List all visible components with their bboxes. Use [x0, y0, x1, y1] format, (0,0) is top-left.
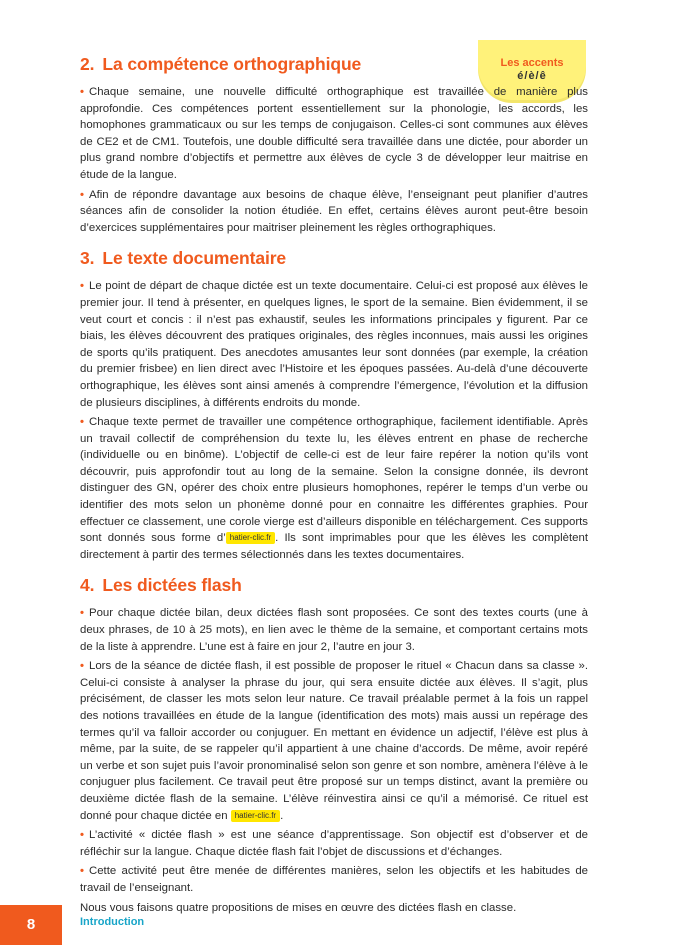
page-number: 8	[0, 905, 62, 945]
paragraph	[80, 658, 588, 824]
section-orthographique	[80, 52, 588, 236]
paragraph-text: Nous vous faisons quatre propositions de mises en œuvre des dictées flash en classe.	[80, 901, 517, 914]
bullet-icon: •	[80, 416, 84, 429]
section-heading	[80, 246, 588, 270]
section-number: 2.	[80, 54, 95, 74]
section-title: Les dictées flash	[102, 575, 242, 596]
section-number: 3.	[80, 248, 95, 269]
paragraph	[80, 187, 588, 237]
bullet-icon: •	[80, 86, 84, 98]
hatier-clic-link[interactable]: hatier-clic.fr	[226, 532, 275, 544]
paragraph-text: Chaque semaine, une nouvelle difficulté orthographique est travaillée de manière plus approfondie. Ces compétences portent essentiellement sur la phonologie, les accords, les homophones grammaticaux ou sur les temps de conjugaison. Celles-ci sont communes aux élèves de CE2 et de CM1. Toutefois, une double difficulté sera travaillée dans une dictée, pour aborder un plus grand nombre d’objectifs et permettre aux élèves de cycle 3 de développer leur maitrise en étude de la langue.	[80, 86, 588, 181]
hatier-clic-link[interactable]: hatier-clic.fr	[231, 810, 280, 822]
paragraph-text: L’activité « dictée flash » est une séance d’apprentissage. Son objectif est d’observer et de réfléchir sur la langue. Chaque dictée flash fait l’objet de discussions et d’échanges.	[80, 829, 588, 858]
badge-letters: é/è/ê	[517, 70, 547, 82]
paragraph	[80, 84, 588, 184]
section-title: La compétence orthographique	[102, 54, 362, 74]
paragraph-text: Afin de répondre davantage aux besoins de chaque élève, l’enseignant peut planifier d’autres séances afin de consolider la notion étudiée. En effet, certains élèves auront peut-être besoin d’exercices supplémentaires pour maitriser pleinement les règles orthographiques.	[80, 188, 588, 234]
section-documentaire	[80, 246, 588, 563]
paragraph-text: Le point de départ de chaque dictée est un texte documentaire. Celui-ci est proposé aux élèves le premier jour. Il tend à présenter, en quelques lignes, le sport de la semaine. Bien évidemment, il se veut court et concis : il n’est pas exhaustif, seules les informations principales y figurent. Par ce biais, les élèves découvrent des pratiques originales, des règles inconnues, mais aussi les origines de sports qu’ils pratiquent. Des anecdotes amusantes leur sont données (par exemple, la création du premier frisbee) en lien direct avec l’Histoire et les époques passées. Au-delà d’une découverte orthographique, les élèves sont ainsi amenés à comprendre l’émergence, l’évolution et la diffusion de plusieurs disciplines, à différents endroits du monde.	[80, 280, 588, 409]
footer-label: Introduction	[80, 916, 145, 928]
section-title: Le texte documentaire	[102, 248, 287, 269]
badge-title: Les accents	[500, 57, 564, 69]
bullet-icon: •	[80, 660, 84, 673]
bullet-icon: •	[80, 188, 84, 201]
section-dictees-flash	[80, 573, 588, 916]
content-column	[80, 52, 588, 926]
section-number: 4.	[80, 575, 95, 596]
bullet-icon: •	[80, 829, 84, 842]
section-heading	[80, 573, 588, 597]
paragraph-text-after: . Ils sont imprimables pour que les élèves les complètent directement à partir des termes sélectionnés dans les textes documentaires.	[80, 532, 588, 561]
paragraph	[80, 278, 588, 411]
paragraph-text: Pour chaque dictée bilan, deux dictées flash sont proposées. Ce sont des textes courts (une à deux phrases, de 10 à 25 mots), en lien avec le thème de la semaine, et comportant certains mots de la liste à apprendre. L’une est à faire en jour 2, l’autre en jour 3.	[80, 607, 588, 653]
paragraph	[80, 605, 588, 655]
bullet-icon: •	[80, 865, 84, 878]
paragraph	[80, 414, 588, 563]
paragraph-text: Lors de la séance de dictée flash, il est possible de proposer le rituel « Chacun dans sa classe ». Celui-ci consiste à analyser la phrase du jour, qui sera ensuite dictée aux élèves. Il s’agit, plus précisément, de classer les mots selon leur nature. Ce travail préalable permet à la fois un rappel des notions travaillées en étude de la langue (identification des mots) mais aussi un repérage des termes qu’il va falloir accorder ou conjuguer. En mettant en évidence un adjectif, l’élève est plus à même, par la suite, de se rappeler qu’il appartient à une chaine d’accords. De même, avoir repéré un verbe et son sujet puis l’avoir pronominalisé selon son genre et son nombre, amènera l’élève à le conjuguer plus facilement. Ce travail peut être proposé sur un temps distinct, avant la première ou deuxième dictée flash de la semaine. L’élève réinvestira ainsi ce qu’il a mémorisé. Ce rituel est donné pour chaque dictée en	[80, 660, 588, 822]
bullet-icon: •	[80, 607, 84, 620]
paragraph-text: Cette activité peut être menée de différentes manières, selon les objectifs et les habitudes de travail de l’enseignant.	[80, 865, 588, 894]
paragraph	[80, 827, 588, 860]
bullet-icon: •	[80, 280, 84, 293]
paragraph	[80, 863, 588, 896]
paragraph	[80, 900, 588, 917]
section-heading	[80, 52, 588, 76]
paragraph-text-after: .	[280, 809, 284, 822]
paragraph-text: Chaque texte permet de travailler une compétence orthographique, facilement identifiable. Après un travail collectif de compréhension du texte lu, les élèves entrent en phase de recherche (individuelle ou en binôme). L’objectif de celle-ci est de leur faire repérer la notion qu’ils vont découvrir, puis approfondir tout au long de la semaine. Selon la consigne donnée, ils devront distinguer des GN, opérer des choix entre plusieurs homophones, repérer le temps d’un verbe ou identifier des mots selon un phonème donné pour en connaitre les différentes graphies. Pour effectuer ce classement, une corole vierge est d’ailleurs disponible en téléchargement. Ces supports sont donnés sous forme d’	[80, 416, 588, 545]
